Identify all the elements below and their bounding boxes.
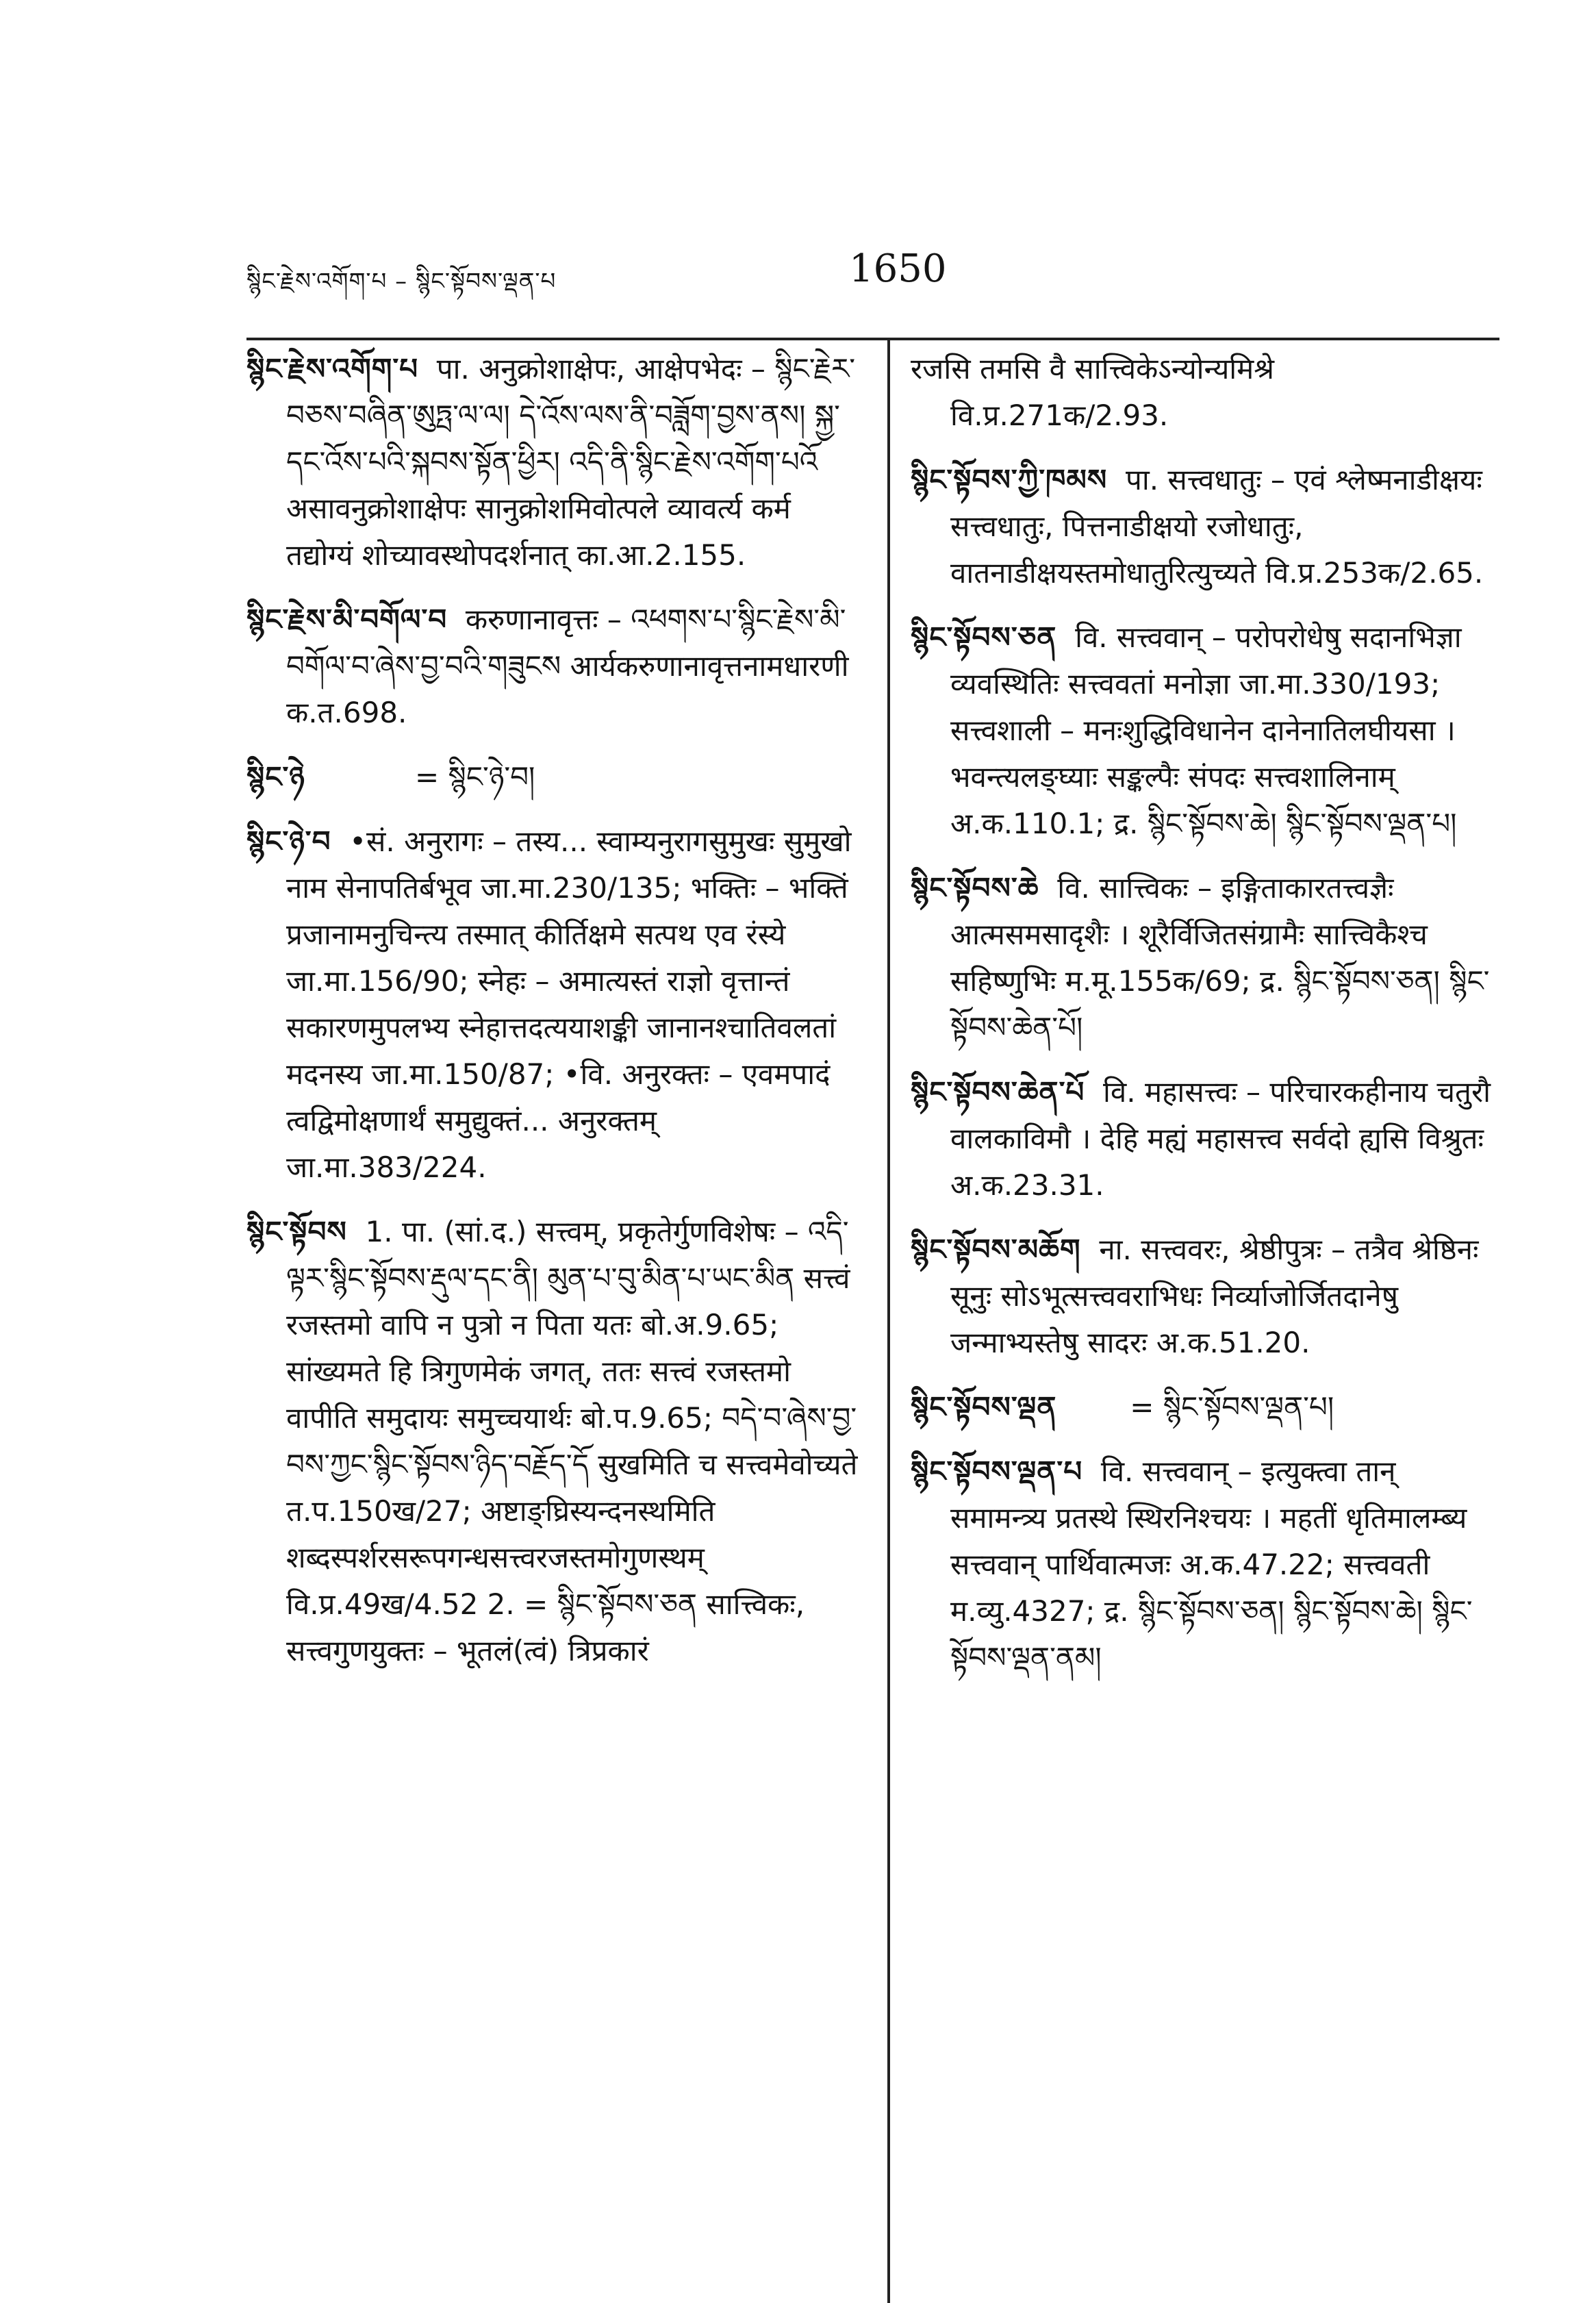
dictionary-entry [911, 1448, 1499, 1681]
dictionary-entry [246, 1209, 863, 1674]
dictionary-entry [911, 865, 1499, 1051]
dictionary-entry [246, 818, 863, 1191]
entry-headword: སྙིང་ཉེ [246, 760, 305, 794]
entry-body: रजसि तमसि वै सात्त्विकेऽन्योन्यमिश्रे वि.प्र.271क/2.93. [911, 352, 1275, 432]
entry-headword: སྙིང་ཉེ་བ [246, 825, 331, 858]
dictionary-entry-continued [911, 346, 1499, 439]
column-divider [887, 338, 890, 2303]
dictionary-entry [246, 346, 863, 579]
entry-headword: སྙིང་སྟོབས་ཀྱི་ཁམས [911, 463, 1108, 496]
entry-body: वि. महासत्त्वः – परिचारकहीनाय चतुरौ वालकाविमौ । देहि मह्यं महासत्त्व सर्वदो ह्यसि विश्रुतः अ.क.23.31. [950, 1075, 1491, 1202]
dictionary-entry [246, 754, 863, 801]
entry-headword: སྙིང་སྟོབས་ཆེན་པོ [911, 1075, 1085, 1109]
entry-body: वि. सत्त्ववान् – परोपरोधेषु सदानभिज्ञा व्यवस्थितिः सत्त्ववतां मनोज्ञा जा.मा.330/193; सत्त्वशाली – मनःशुद्धिविधानेन दानेनातिलघीयसा । भवन्त्यलङ्घ्याः सङ्कल्पैः संपदः सत्त्वशालिनाम् अ.क.110.1; द्र. སྙིང་སྟོབས་ཆེ། སྙིང་སྟོབས་ལྡན་པ། [950, 620, 1462, 840]
entry-body: •सं. अनुरागः – तस्य... स्वाम्यनुरागसुमुखः सुमुखो नाम सेनापतिर्बभूव जा.मा.230/135; भक्तिः – भक्तिं प्रजानामनुचिन्त्य तस्मात् कीर्तिक्षमे सत्पथ एव रंस्ये जा.मा.156/90; स्नेहः – अमात्यस्तं राज्ञो वृत्तान्तं सकारणमुपलभ्य स्नेहात्तदत्ययाशङ्की जानानश्चातिवलतां मदनस्य जा.मा.150/87; •वि. अनुरक्तः – एवमपादं त्वद्विमोक्षणार्थं समुद्युक्तं... अनुरक्तम् जा.मा.383/224. [286, 825, 852, 1184]
entry-body: 1. पा. (सां.द.) सत्त्वम्, प्रकृतेर्गुणविशेषः – འདི་ལྟར་སྙིང་སྟོབས་རྡུལ་དང་ནི། མུན་པ་བུ་མིན་པ་ཡང་མིན सत्त्वं रजस्तमो वापि न पुत्रो न पिता यतः बो.अ.9.65; सांख्यमते हि त्रिगुणमेकं जगत्, ततः सत्त्वं रजस्तमो वापीति समुदायः समुच्चयार्थः बो.प.9.65; བདེ་བ་ཞེས་བྱ་བས་ཀྱང་སྙིང་སྟོབས་ཉིད་བརྗོད་དོ सुखमिति च सत्त्वमेवोच्यते त.प.150ख/27; अष्टाङ्घ्रिस्यन्दनस्थमिति शब्दस्पर्शरसरूपगन्धसत्त्वरजस्तमोगुणस्थम् वि.प्र.49ख/4.52 2. = སྙིང་སྟོབས་ཅན सात्त्विकः, सत्त्वगुणयुक्तः – भूतलं(त्वं) त्रिप्रकारं [286, 1215, 858, 1668]
right-column [911, 346, 1499, 1699]
left-column [246, 346, 863, 1692]
dictionary-entry [911, 457, 1499, 596]
page-header [246, 247, 1499, 294]
entry-headword: སྙིང་སྟོབས [246, 1215, 347, 1248]
entry-body: करुणानावृत्तः – འཕགས་པ་སྙིང་རྗེས་མི་བགོལ་བ་ཞེས་བྱ་བའི་གཟུངས आर्यकरुणानावृत्तनामधारणी क.त.698. [286, 603, 849, 729]
entry-headword: སྙིང་རྗེས་འགོག་པ [246, 352, 419, 386]
entry-body: ना. सत्त्ववरः, श्रेष्ठीपुत्रः – तत्रैव श्रेष्ठिनः सूनुः सोऽभूत्सत्त्ववराभिधः निर्व्याजोर्जितदानेषु जन्माभ्यस्तेषु सादरः अ.क.51.20. [950, 1233, 1479, 1359]
entry-body: पा. सत्त्वधातुः – एवं श्लेष्मनाडीक्षयः सत्त्वधातुः, पित्तनाडीक्षयो रजोधातुः, वातनाडीक्षयस्तमोधातुरित्युच्यते वि.प्र.253क/2.65. [950, 463, 1484, 590]
entry-headword: སྙིང་སྟོབས་མཆོག [911, 1233, 1081, 1266]
entry-headword: སྙིང་རྗེས་མི་བགོལ་བ [246, 603, 448, 636]
entry-body: = སྙིང་ཉེ་བ། [415, 760, 535, 794]
entry-body: = སྙིང་སྟོབས་ལྡན་པ། [1130, 1390, 1334, 1424]
dictionary-entry [246, 596, 863, 736]
running-title: སྙིང་རྗེས་འགོག་པ – སྙིང་སྟོབས་ལྡན་པ [246, 268, 557, 295]
dictionary-entry [911, 1226, 1499, 1366]
entry-headword: སྙིང་སྟོབས་ལྡན་པ [911, 1455, 1083, 1488]
entry-body: पा. अनुक्रोशाक्षेपः, आक्षेपभेदः – སྙིང་རྗེར་བཅས་བཞིན་ཨུཏྤ་ལ་ལ། དེ་འོས་ལས་ནི་བཟློག་བྱས་ནས། སྐྱ་དང་འོས་པའི་སྐབས་སྟོན་ཕྱིར། འདི་ནི་སྙིང་རྗེས་འགོག་པའོ असावनुक्रोशाक्षेपः सानुक्रोशमिवोत्पले व्यावर्त्य कर्म तद्योग्यं शोच्यावस्थोपदर्शनात् का.आ.2.155. [286, 352, 856, 572]
dictionary-entry [911, 1069, 1499, 1209]
header-rule [246, 338, 1499, 340]
entry-body: वि. सात्त्विकः – इङ्गिताकारतत्त्वज्ञैः आत्मसमसादृशैः । शूरैर्विजितसंग्रामैः सात्त्विकैश्च सहिष्णुभिः म.मू.155क/69; द्र. སྙིང་སྟོབས་ཅན། སྙིང་སྟོབས་ཆེན་པོ། [950, 871, 1490, 1044]
entry-headword: སྙིང་སྟོབས་ལྡན [911, 1390, 1057, 1424]
entry-headword: སྙིང་སྟོབས་ཅན [911, 620, 1057, 654]
dictionary-entry [911, 1384, 1499, 1431]
entry-headword: སྙིང་སྟོབས་ཆེ [911, 871, 1039, 905]
entry-body: वि. सत्त्ववान् – इत्युक्त्वा तान् समामन्त्र्य प्रतस्थे स्थिरनिश्चयः । महतीं धृतिमालम्ब्य सत्त्ववान् पार्थिवात्मजः अ.क.47.22; सत्त्ववती म.व्यु.4327; द्र. སྙིང་སྟོབས་ཅན། སྙིང་སྟོབས་ཆེ། སྙིང་སྟོབས་ལྡན་ནམ། [950, 1455, 1473, 1674]
dictionary-entry [911, 614, 1499, 847]
page-number: 1650 [849, 247, 947, 291]
